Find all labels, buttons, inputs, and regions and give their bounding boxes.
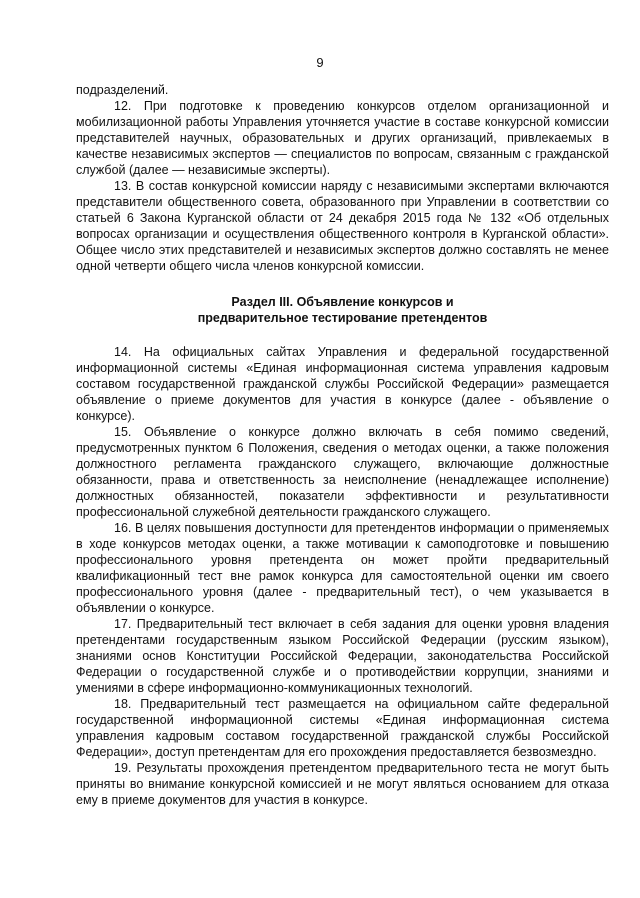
paragraph-14: 14. На официальных сайтах Управления и федеральной государственной информационной системы «Единая информационная система управления кадровым составом государственной гражданской службы Российской Федерации» размещается объявление о приеме документов для участия в конкурсе (далее - объявление о конкурсе). bbox=[76, 345, 609, 423]
paragraph-17: 17. Предварительный тест включает в себя задания для оценки уровня владения претендентами государственным языком Российской Федерации (русским языком), знаниями основ Конституции Российской Федерации, законодательства Российской Федерации о государственной службе и о противодействии коррупции, знаниями и умениями в сфере информационно-коммуникационных технологий. bbox=[76, 617, 609, 695]
paragraph-13: 13. В состав конкурсной комиссии наряду с независимыми экспертами включаются представители общественного совета, образованного при Управлении в соответствии со статьей 6 Закона Курганской области от 24 декабря 2015 года № 132 «Об отдельных вопросах организации и осуществления общественного контроля в Курганской области». Общее число этих представителей и независимых экспертов должно составлять не менее одной четверти общего числа членов конкурсной комиссии. bbox=[76, 179, 609, 273]
page-number: 9 bbox=[316, 55, 324, 70]
section-heading-line-1: Раздел III. Объявление конкурсов и bbox=[231, 295, 454, 309]
paragraph-15: 15. Объявление о конкурсе должно включать в себя помимо сведений, предусмотренных пунктом 6 Положения, сведения о методах оценки, а также положения должностного регламента гражданского служащего, включающие должностные обязанности, права и ответственность за неисполнение (ненадлежащее исполнение) должностных обязанностей, показатели эффективности и результативности профессиональной служебной деятельности гражданского служащего. bbox=[76, 425, 609, 519]
paragraph-12: 12. При подготовке к проведению конкурсов отделом организационной и мобилизационной работы Управления уточняется участие в составе конкурсной комиссии представителей научных, образовательных и других организаций, привлекаемых в качестве независимых экспертов — специалистов по вопросам, связанным с гражданской службой (далее — независимые эксперты). bbox=[76, 99, 609, 177]
paragraph-16: 16. В целях повышения доступности для претендентов информации о применяемых в ходе конкурсов методах оценки, а также мотивации к самоподготовке и повышению профессионального уровня претендента он может пройти предварительный квалификационный тест вне рамок конкурса для самостоятельной оценки им своего профессионального уровня (далее - предварительный тест), о чем указывается в объявлении о конкурсе. bbox=[76, 521, 609, 615]
section-heading bbox=[76, 294, 609, 326]
section-heading-line-2: предварительное тестирование претендентов bbox=[197, 311, 488, 325]
paragraph-continuation: подразделений. bbox=[76, 83, 169, 97]
paragraph-18: 18. Предварительный тест размещается на официальном сайте федеральной государственной информационной системы «Единая информационная система управления кадровым составом государственной гражданской службы Российской Федерации», доступ претендентам для его прохождения предоставляется безвозмездно. bbox=[76, 697, 609, 759]
document-body bbox=[76, 82, 609, 808]
paragraph-19: 19. Результаты прохождения претендентом предварительного теста не могут быть приняты во внимание конкурсной комиссией и не могут являться основанием для отказа ему в приеме документов для участия в конкурсе. bbox=[76, 761, 609, 807]
